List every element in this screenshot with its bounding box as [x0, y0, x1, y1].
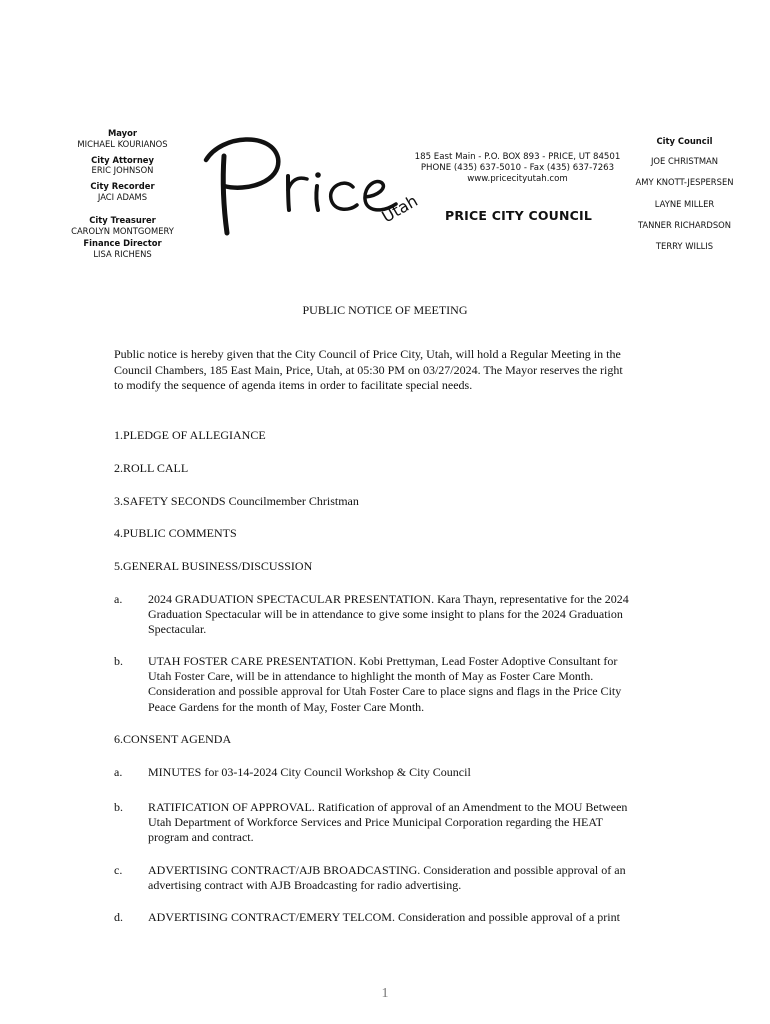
official-name: ERIC JOHNSON [91, 165, 154, 176]
consent-item-c [114, 863, 662, 893]
agenda-item-safety-seconds: 3.SAFETY SECONDS Councilmember Christman [114, 494, 359, 508]
agenda-item-consent-agenda: 6.CONSENT AGENDA [114, 732, 232, 746]
council-member: TERRY WILLIS [655, 241, 714, 252]
phone-line: PHONE (435) 637-5010 - Fax (435) 637-7263 [420, 163, 615, 174]
official-name: JACI ADAMS [97, 191, 148, 202]
item-line: Graduation Spectacular will be in attendance to give some insight to plans for the 2024 Graduation [148, 607, 623, 622]
council-list [612, 136, 757, 262]
officials-list [60, 128, 185, 265]
official-role: Finance Director [83, 238, 162, 249]
item-line: RATIFICATION OF APPROVAL. Ratification of approval of an Amendment to the MOU Between [148, 800, 628, 814]
item-line: Utah Department of Workforce Services and Price Municipal Corporation regarding the HEAT [148, 815, 604, 830]
intro-line: to modify the sequence of agenda items in order to facilitate special needs. [114, 378, 473, 392]
address-line: 185 East Main - P.O. BOX 893 - PRICE, UT 84501 [414, 152, 621, 162]
item-letter: d. [114, 910, 123, 924]
item-body [148, 592, 662, 638]
official-name: MICHAEL KOURIANOS [77, 138, 168, 149]
item-line: Utah Foster Care, will be in attendance to highlight the month of May as Foster Care Month. [148, 669, 594, 684]
item-body [148, 800, 662, 846]
official-city-attorney [60, 155, 185, 177]
logo-subtext: Utah [378, 191, 421, 227]
item-line: UTAH FOSTER CARE PRESENTATION. Kobi Prettyman, Lead Foster Adoptive Consultant for [148, 654, 618, 668]
item-line: ADVERTISING CONTRACT/EMERY TELCOM. Consideration and possible approval of a print [148, 910, 620, 924]
agenda-item-general-business: 5.GENERAL BUSINESS/DISCUSSION [114, 559, 313, 573]
official-mayor [60, 128, 185, 150]
official-role: City Attorney [91, 154, 154, 165]
official-city-recorder [60, 181, 185, 203]
item-letter: b. [114, 654, 123, 668]
agenda-item-roll-call: 2.ROLL CALL [114, 461, 189, 475]
item-line: ADVERTISING CONTRACT/AJB BROADCASTING. Consideration and possible approval of an [148, 863, 626, 877]
official-role: City Recorder [90, 181, 155, 192]
item-letter: a. [114, 765, 123, 779]
agenda-item-public-comments: 4.PUBLIC COMMENTS [114, 526, 237, 540]
official-name: LISA RICHENS [93, 249, 152, 260]
page-number: 1 [381, 986, 389, 1001]
intro-line: Council Chambers, 185 East Main, Price, Utah, at 05:30 PM on 03/27/2024. The Mayor reserves the right [114, 362, 623, 377]
consent-item-b [114, 800, 662, 846]
official-role: City Treasurer [89, 214, 156, 225]
price-utah-logo [200, 126, 440, 242]
item-letter: c. [114, 863, 123, 877]
intro-paragraph [114, 347, 662, 394]
city-address [405, 152, 630, 186]
council-member: LAYNE MILLER [654, 198, 715, 209]
item-line: Consideration and possible approval for Utah Foster Care to place signs and flags in the Price City [148, 684, 622, 699]
consent-item-d [114, 910, 662, 925]
item-body [148, 910, 662, 925]
item-body [148, 765, 662, 780]
item-letter: a. [114, 592, 123, 606]
consent-item-a [114, 765, 662, 780]
council-member: AMY KNOTT-JESPERSEN [635, 177, 734, 188]
council-member: JOE CHRISTMAN [650, 156, 719, 166]
notice-title: PUBLIC NOTICE OF MEETING [302, 303, 468, 317]
item-line: advertising contract with AJB Broadcasting for radio advertising. [148, 878, 462, 893]
website-line: www.pricecityutah.com [467, 174, 568, 185]
official-role: Mayor [107, 128, 138, 138]
item-body [148, 654, 662, 715]
official-name: CAROLYN MONTGOMERY [71, 225, 174, 236]
item-line: Spectacular. [148, 622, 207, 637]
council-member: TANNER RICHARDSON [637, 219, 732, 230]
general-business-item-a [114, 592, 662, 638]
official-city-treasurer [60, 215, 185, 237]
intro-line: Public notice is hereby given that the City Council of Price City, Utah, will hold a Regular Meeting in the [114, 347, 621, 361]
item-line: 2024 GRADUATION SPECTACULAR PRESENTATION. Kara Thayn, representative for the 2024 [148, 592, 629, 606]
general-business-item-b [114, 654, 662, 715]
council-title: PRICE CITY COUNCIL [445, 208, 593, 223]
item-line: program and contract. [148, 830, 254, 845]
official-finance-director [60, 238, 185, 260]
council-heading: City Council [656, 136, 713, 146]
item-line: Peace Gardens for the month of May, Foster Care Month. [148, 699, 425, 714]
agenda-item-pledge: 1.PLEDGE OF ALLEGIANCE [114, 428, 266, 442]
item-line: MINUTES for 03-14-2024 City Council Workshop & City Council [148, 765, 471, 779]
item-body [148, 863, 662, 893]
item-letter: b. [114, 800, 123, 814]
